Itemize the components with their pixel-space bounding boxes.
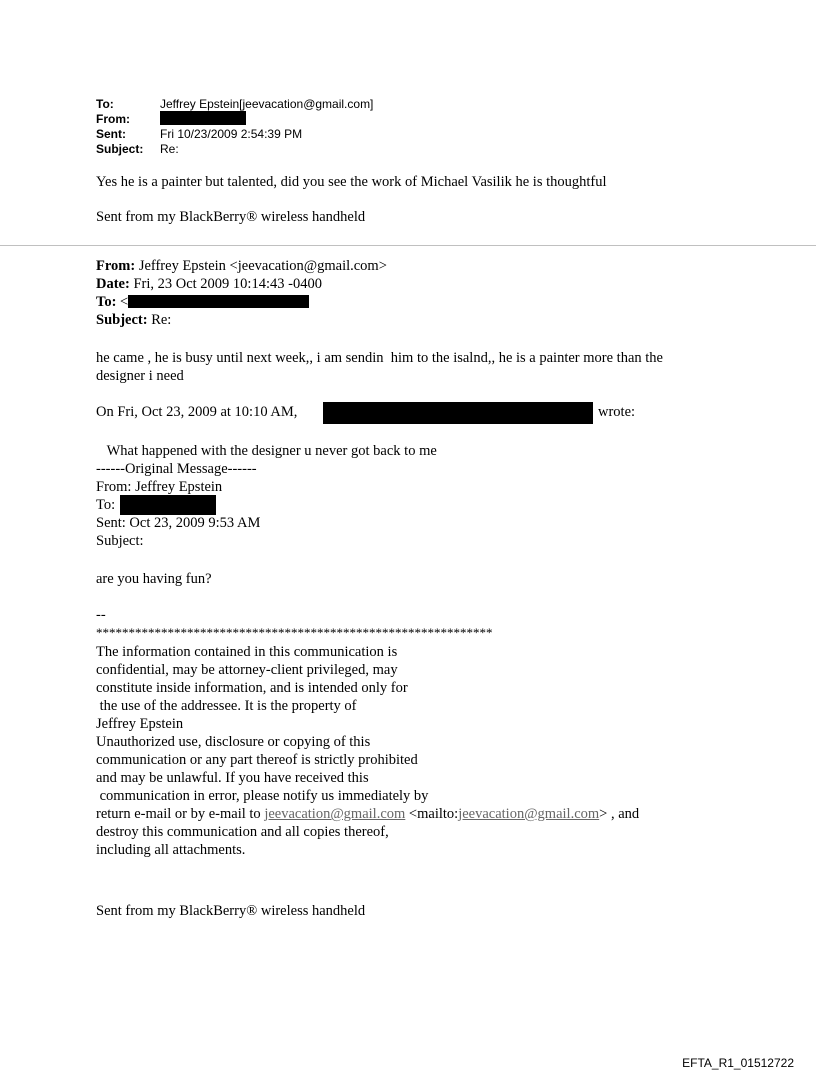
redaction-to (128, 295, 309, 308)
disclaimer-line: Unauthorized use, disclosure or copying of this (96, 734, 371, 750)
quoted-from (96, 257, 387, 275)
quoted-date (96, 275, 322, 293)
disclaimer-line: the use of the addressee. It is the property of (96, 698, 357, 714)
subject-label: Subject: (96, 142, 144, 156)
quoted-body-line-1: he came , he is busy until next week,, i am sendin him to the isalnd,, he is a painter more than the (96, 350, 663, 366)
disclaimer-line: communication or any part thereof is strictly prohibited (96, 752, 418, 768)
to-value: Jeffrey Epstein[jeevacation@gmail.com] (160, 97, 374, 111)
disclaimer-line: Jeffrey Epstein (96, 716, 184, 732)
email-link[interactable]: jeevacation@gmail.com (264, 806, 406, 822)
sent-value: Fri 10/23/2009 2:54:39 PM (160, 127, 303, 141)
inner-from: From: Jeffrey Epstein (96, 479, 223, 495)
body-text-1: Yes he is a painter but talented, did you see the work of Michael Vasilik he is thoughtful (96, 174, 607, 190)
on-date-prefix: On Fri, Oct 23, 2009 at 10:10 AM, (96, 404, 298, 420)
disclaimer-line: and may be unlawful. If you have received this (96, 770, 369, 786)
to-label: To: (96, 97, 114, 111)
star-separator: ************************************************************* (96, 625, 493, 640)
disclaimer-line: constitute inside information, and is intended only for (96, 680, 408, 696)
signature-dashes: -- (96, 607, 106, 623)
quoted-from-label: From: (96, 258, 136, 274)
mailto-text: <mailto: (405, 806, 459, 822)
quoted-to-partial: < (120, 294, 129, 310)
quoted-date-value: Fri, 23 Oct 2009 10:14:43 -0400 (133, 276, 322, 292)
quoted-from-value: Jeffrey Epstein <jeevacation@gmail.com> (138, 258, 387, 274)
redaction-from (160, 111, 246, 125)
original-message-marker: ------Original Message------ (96, 461, 257, 477)
disclaimer-destroy: destroy this communication and all copies thereof, (96, 824, 389, 840)
sent-label: Sent: (96, 127, 126, 141)
disclaimer-line: The information contained in this communication is (96, 644, 398, 660)
mailto-link[interactable]: jeevacation@gmail.com (458, 806, 600, 822)
from-label: From: (96, 112, 130, 126)
quoted-date-label: Date: (96, 276, 130, 292)
disclaimer-attachments: including all attachments. (96, 842, 246, 858)
mailto-suffix: > , and (599, 806, 640, 822)
return-prefix: return e-mail or by e-mail to (96, 806, 265, 822)
signature-1: Sent from my BlackBerry® wireless handheld (96, 209, 366, 225)
quoted-to-label: To: (96, 294, 117, 310)
inner-subject: Subject: (96, 533, 144, 549)
document-id: EFTA_R1_01512722 (682, 1056, 794, 1070)
inner-to: To: (96, 497, 116, 513)
disclaimer-line: confidential, may be attorney-client privileged, may (96, 662, 398, 678)
separator-rule (0, 245, 816, 246)
quoted-body-line-2: designer i need (96, 368, 184, 384)
quoted-subject-label: Subject: (96, 312, 148, 328)
redaction-sender (323, 402, 593, 424)
redaction-inner-to (120, 495, 216, 515)
quoted-subject (96, 311, 171, 329)
inner-line-1: What happened with the designer u never got back to me (96, 443, 437, 459)
disclaimer-line: communication in error, please notify us immediately by (96, 788, 429, 804)
quoted-to (96, 293, 128, 311)
on-date-suffix: wrote: (598, 404, 636, 420)
inner-sent: Sent: Oct 23, 2009 9:53 AM (96, 515, 261, 531)
disclaimer-return-line (96, 805, 639, 823)
subject-value: Re: (160, 142, 179, 156)
signature-2: Sent from my BlackBerry® wireless handheld (96, 903, 366, 919)
inner-question: are you having fun? (96, 571, 212, 587)
quoted-subject-value: Re: (151, 312, 172, 328)
